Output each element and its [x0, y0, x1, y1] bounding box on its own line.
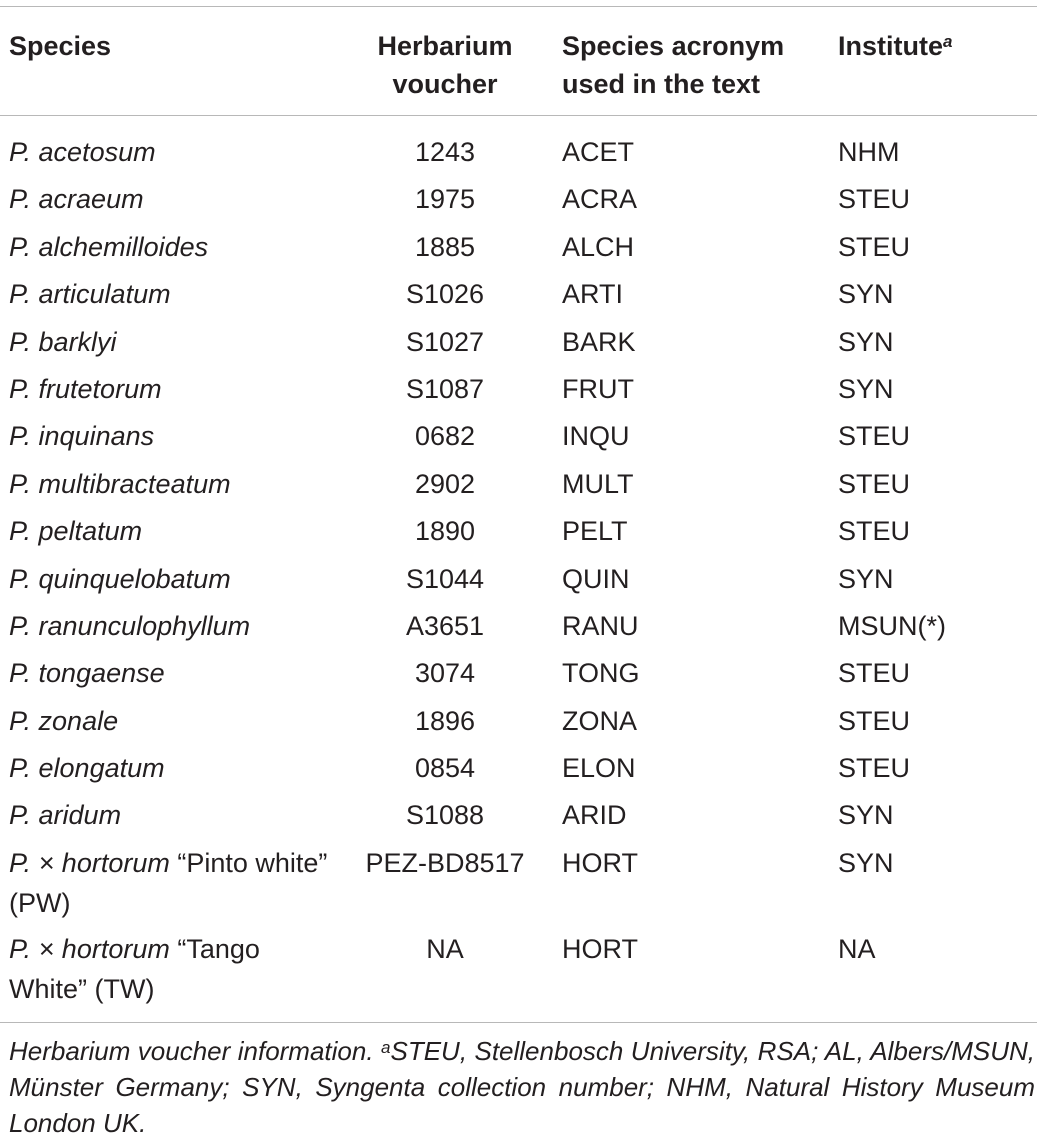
header-institute [828, 27, 1037, 65]
voucher-cell: S1088 [405, 800, 485, 831]
institute-cell: STEU [838, 184, 911, 215]
table-row [0, 274, 1037, 321]
species-name: P. tongaense [9, 658, 165, 689]
institute-cell: SYN [838, 279, 894, 310]
acronym-cell: BARK [562, 326, 636, 357]
voucher-cell: 1975 [414, 184, 476, 215]
voucher-cell: 1890 [414, 516, 476, 547]
voucher-cell: 0682 [414, 421, 476, 452]
species-name: P. acraeum [9, 184, 144, 215]
acronym-cell: ACET [562, 137, 635, 167]
table-row [0, 701, 1037, 748]
species-cell [0, 464, 340, 511]
species-name: P. alchemilloides [9, 231, 209, 262]
cultivar-name: “Tango White” (TW) [9, 933, 260, 1004]
acronym-cell: HORT [562, 933, 639, 964]
acronym-cell: RANU [562, 610, 639, 641]
voucher-cell: 1896 [414, 705, 476, 736]
species-cell [0, 653, 340, 700]
acronym-cell: MULT [562, 468, 634, 499]
species-cell [0, 227, 340, 274]
species-name: P. aridum [9, 800, 122, 831]
species-cell [0, 179, 340, 226]
voucher-cell: PEZ-BD8517 [365, 847, 525, 878]
institute-cell: SYN [838, 563, 894, 594]
species-cell [0, 748, 340, 795]
voucher-cell: A3651 [405, 610, 485, 641]
species-name: P. multibracteatum [9, 468, 231, 499]
institute-cell: SYN [838, 373, 894, 404]
institute-cell: MSUN(*) [838, 610, 946, 641]
species-cell [0, 416, 340, 463]
table-header-row [0, 7, 1037, 115]
voucher-cell: 3074 [414, 658, 476, 689]
table-row [0, 606, 1037, 653]
header-voucher-line2: voucher [392, 69, 498, 99]
table-row [0, 227, 1037, 274]
table-row [0, 511, 1037, 558]
acronym-cell: QUIN [562, 563, 630, 594]
footnote-lead: Herbarium voucher information. [9, 1036, 382, 1066]
species-name: P. quinquelobatum [9, 563, 231, 594]
acronym-cell: ALCH [562, 231, 635, 262]
table-row [0, 843, 1037, 929]
species-cell [0, 795, 340, 842]
species-cell [0, 929, 340, 1015]
species-cell [0, 843, 340, 929]
voucher-cell: S1026 [405, 279, 485, 310]
institute-cell: STEU [838, 658, 911, 689]
footnote-text: STEU, Stellenbosch University, RSA; AL, Albers/MSUN, Münster Germany; SYN, Syngenta collection number; NHM, Natural History Museum London UK. [9, 1036, 1035, 1138]
species-cell [0, 322, 340, 369]
voucher-cell: 1243 [414, 137, 476, 167]
acronym-cell: ACRA [562, 184, 638, 215]
institute-cell: SYN [838, 326, 894, 357]
acronym-cell: PELT [562, 516, 628, 547]
header-acronym-line1: Species acronym [562, 31, 785, 61]
species-cell [0, 606, 340, 653]
species-cell [0, 274, 340, 321]
institute-cell: SYN [838, 800, 894, 831]
header-species-label: Species [9, 31, 112, 61]
species-name: P. barklyi [9, 326, 117, 357]
institute-cell: STEU [838, 516, 911, 547]
species-name: P. elongatum [9, 753, 165, 784]
table-row [0, 416, 1037, 463]
species-cell [0, 132, 340, 179]
institute-cell: STEU [838, 753, 911, 784]
voucher-cell: 2902 [414, 468, 476, 499]
species-cell [0, 559, 340, 606]
institute-cell: STEU [838, 421, 911, 452]
species-name: P. zonale [9, 705, 119, 736]
table-bottom-rule [0, 1022, 1037, 1023]
species-cell [0, 701, 340, 748]
voucher-cell: S1044 [405, 563, 485, 594]
acronym-cell: TONG [562, 658, 640, 689]
institute-cell: STEU [838, 468, 911, 499]
header-acronym-line2: used in the text [562, 69, 761, 99]
table-body [0, 116, 1037, 1015]
species-name: P. articulatum [9, 279, 171, 310]
species-name: P. ranunculophyllum [9, 610, 251, 641]
species-cell [0, 511, 340, 558]
species-cell [0, 369, 340, 416]
table-row [0, 653, 1037, 700]
table-row [0, 179, 1037, 226]
species-name: P. × hortorum [9, 847, 170, 878]
acronym-cell: ARID [562, 800, 627, 831]
table-footnote [9, 1033, 1035, 1141]
acronym-cell: ELON [562, 753, 636, 784]
acronym-cell: HORT [562, 847, 639, 878]
institute-cell: NA [838, 933, 876, 964]
species-name: P. inquinans [9, 421, 155, 452]
header-institute-footnote-marker: a [943, 32, 953, 51]
acronym-cell: ARTI [562, 279, 624, 310]
table-row [0, 929, 1037, 1015]
institute-cell: STEU [838, 705, 911, 736]
header-voucher-line1: Herbarium [377, 31, 513, 61]
institute-cell: SYN [838, 847, 894, 878]
institute-cell: STEU [838, 231, 911, 262]
header-institute-label: Institute [838, 31, 943, 61]
footnote-marker: a [381, 1038, 391, 1057]
species-name: P. frutetorum [9, 373, 162, 404]
table-row [0, 748, 1037, 795]
header-voucher [340, 27, 550, 103]
species-name: P. acetosum [9, 137, 156, 167]
voucher-cell: 1885 [414, 231, 476, 262]
acronym-cell: INQU [562, 421, 630, 452]
species-name: P. peltatum [9, 516, 143, 547]
voucher-cell: NA [426, 933, 464, 964]
acronym-cell: FRUT [562, 373, 634, 404]
cultivar-name: “Pinto white” (PW) [9, 847, 328, 918]
institute-cell: NHM [838, 137, 900, 167]
table-row [0, 559, 1037, 606]
table-row [0, 132, 1037, 179]
acronym-cell: ZONA [562, 705, 638, 736]
header-species [0, 27, 340, 65]
table-row [0, 369, 1037, 416]
voucher-cell: S1027 [405, 326, 485, 357]
voucher-cell: 0854 [414, 753, 476, 784]
species-name: P. × hortorum [9, 933, 170, 964]
table-row [0, 322, 1037, 369]
table-row [0, 795, 1037, 842]
header-acronym [550, 27, 828, 103]
voucher-cell: S1087 [405, 373, 485, 404]
table-row [0, 464, 1037, 511]
